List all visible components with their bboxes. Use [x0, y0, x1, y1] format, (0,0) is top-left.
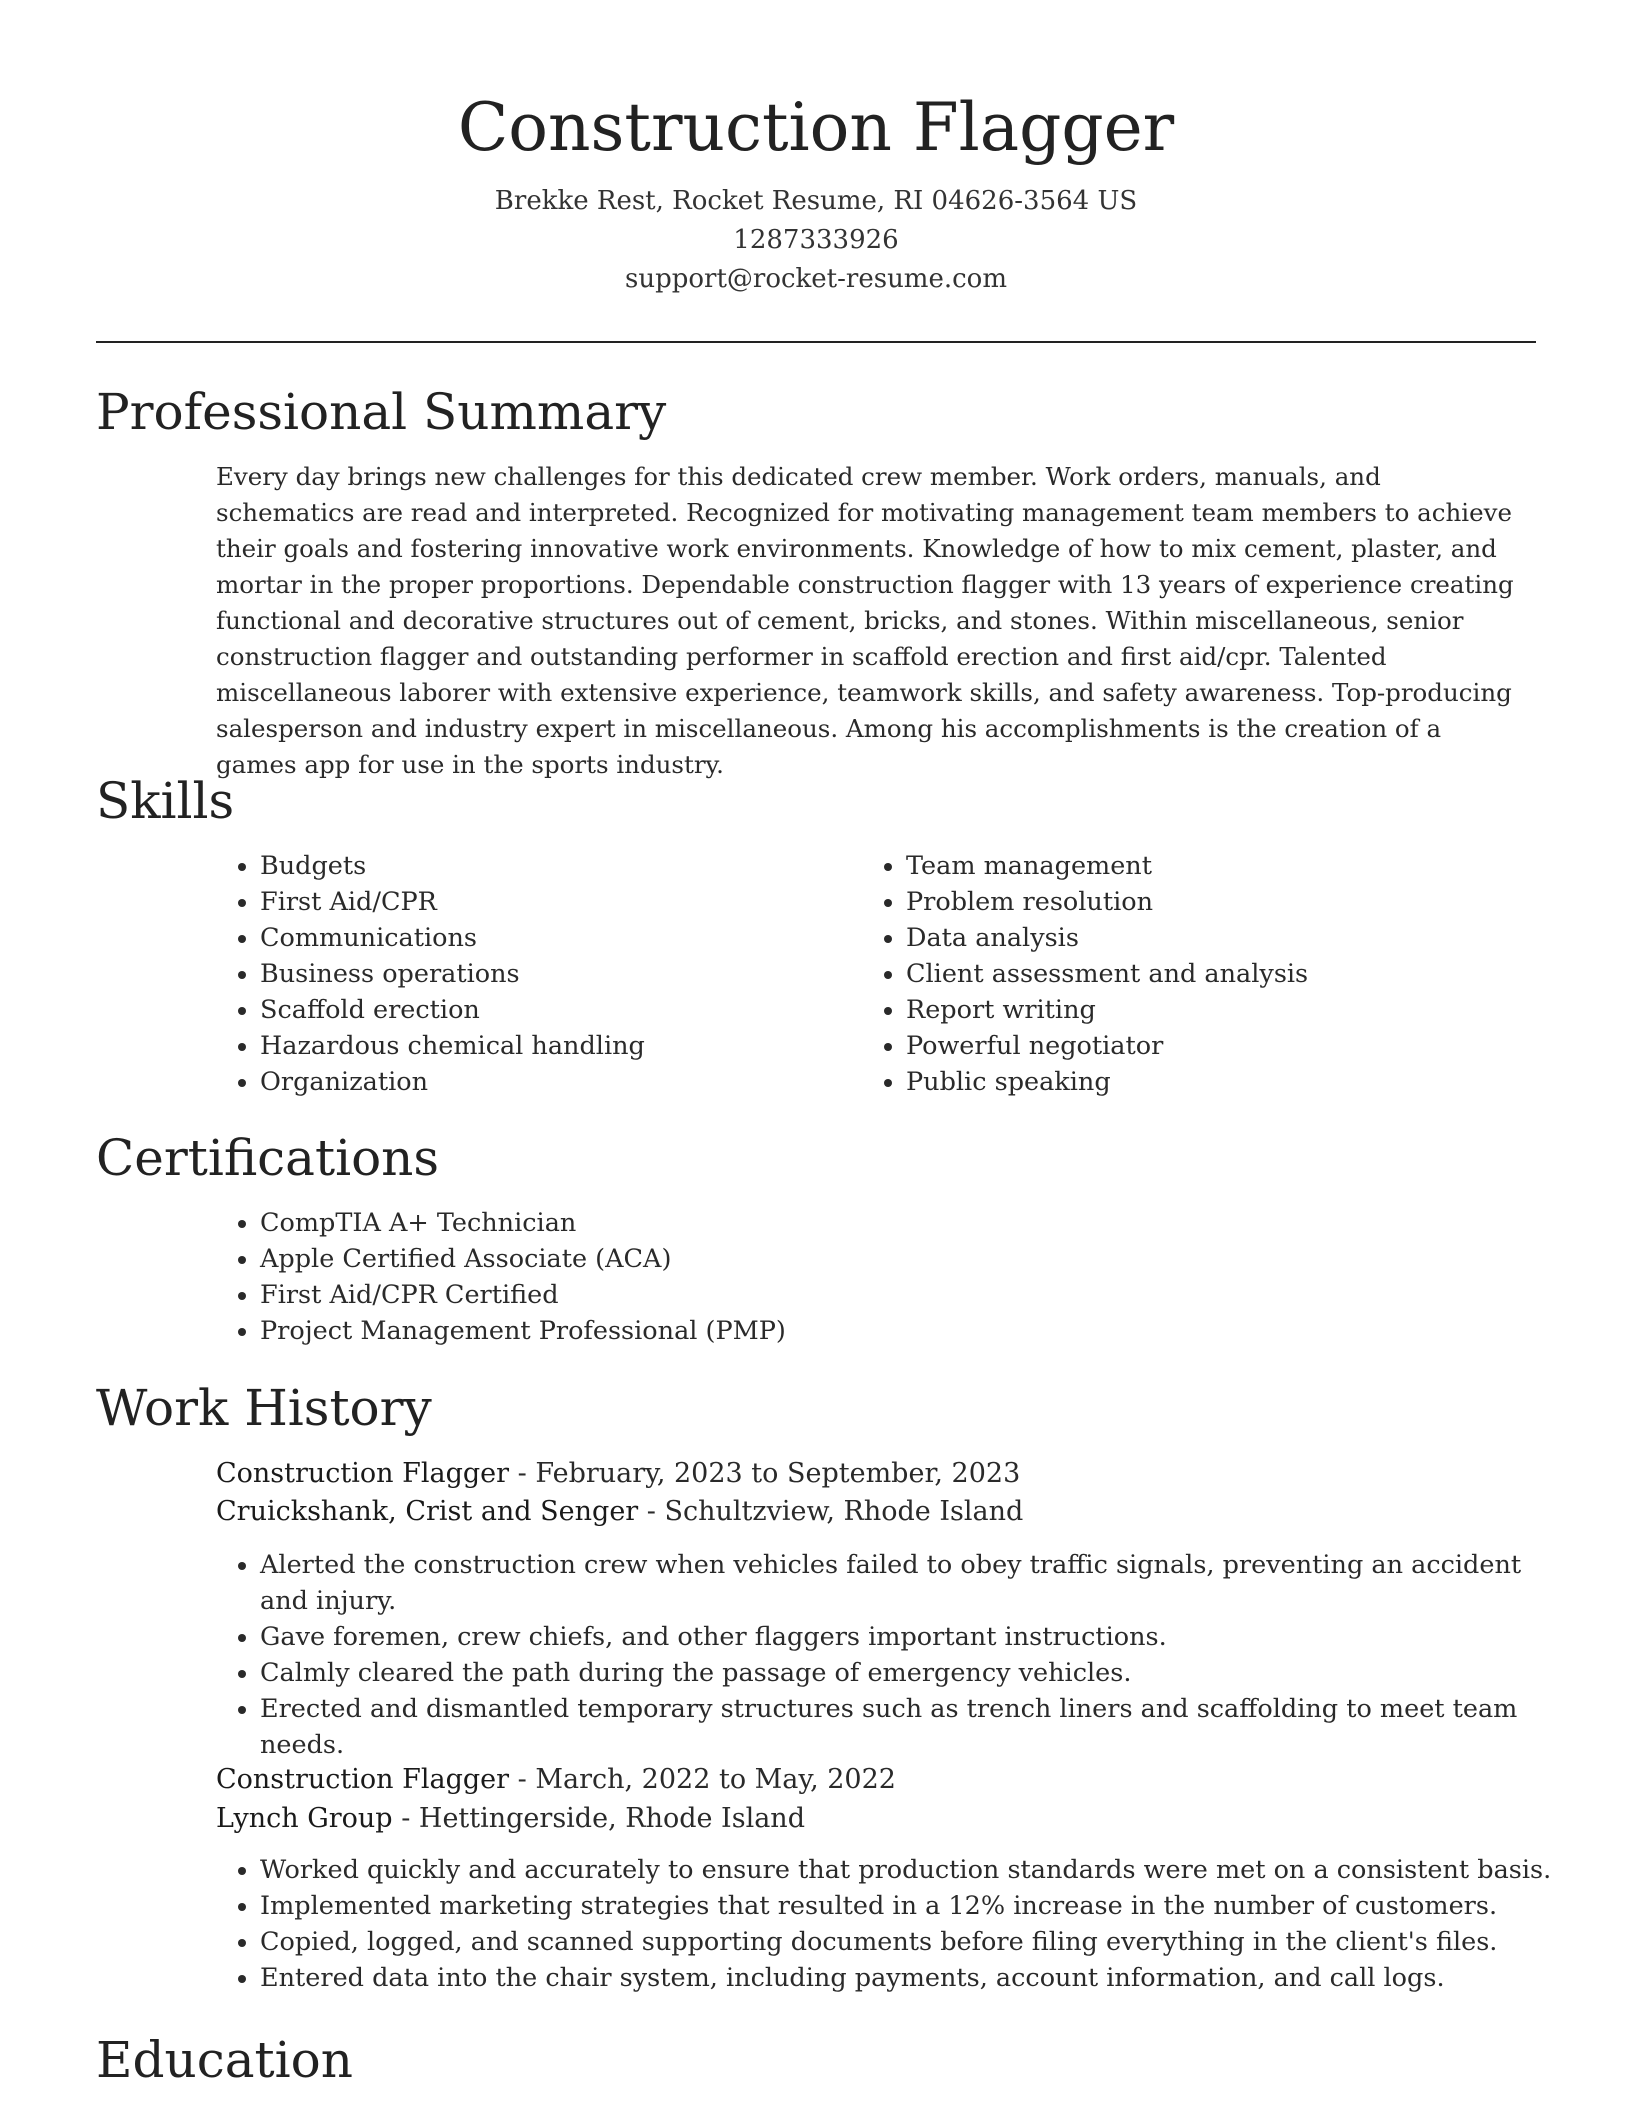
resume-header: [0, 0, 1632, 299]
job-duties-list: [216, 1852, 1560, 1996]
list-item: • Client assessment and analysis: [906, 956, 1546, 992]
list-item: • First Aid/CPR: [260, 884, 820, 920]
list-item: • CompTIA A+ Technician: [260, 1205, 1260, 1241]
list-item: • Project Management Professional (PMP): [260, 1313, 1260, 1349]
list-item: • Alerted the construction crew when vehicles failed to obey traffic signals, preventing an accident and injury.: [260, 1547, 1560, 1619]
work-history-heading: Work History: [96, 1379, 432, 1437]
list-item: • Budgets: [260, 848, 820, 884]
summary-heading: Professional Summary: [96, 383, 667, 441]
candidate-name: Construction Flagger: [457, 89, 1175, 166]
job-company: Lynch Group: [216, 1803, 393, 1834]
list-item: • Calmly cleared the path during the passage of emergency vehicles.: [260, 1655, 1560, 1691]
list-item: • Worked quickly and accurately to ensure that production standards were met on a consistent basis.: [260, 1852, 1560, 1888]
education-heading: Education: [96, 2031, 353, 2089]
list-item: • Business operations: [260, 956, 820, 992]
list-item: • Report writing: [906, 992, 1546, 1028]
address: Brekke Rest, Rocket Resume, RI 04626-3564 US: [494, 186, 1138, 216]
job-location: - Schultzview, Rhode Island: [638, 1496, 1024, 1527]
header-divider: [96, 341, 1536, 343]
certifications-list: [216, 1205, 1260, 1349]
list-item: • Copied, logged, and scanned supporting documents before filing everything in the client's files.: [260, 1924, 1560, 1960]
job-dates: - February, 2023 to September, 2023: [509, 1458, 1021, 1489]
skills-heading: Skills: [96, 772, 235, 830]
job-role: Construction Flagger: [216, 1764, 510, 1795]
list-item: • Entered data into the chair system, including payments, account information, and call logs.: [260, 1960, 1560, 1996]
job-duties-list: [216, 1547, 1560, 1763]
list-item: • Apple Certified Associate (ACA): [260, 1241, 1260, 1277]
job-dates: - March, 2022 to May, 2022: [509, 1764, 896, 1795]
certifications-heading: Certifications: [96, 1129, 440, 1187]
list-item: • Implemented marketing strategies that resulted in a 12% increase in the number of customers.: [260, 1888, 1560, 1924]
email: support@rocket-resume.com: [624, 264, 1007, 294]
job-role: Construction Flagger: [216, 1458, 510, 1489]
phone: 1287333926: [733, 225, 899, 255]
list-item: • Problem resolution: [906, 884, 1546, 920]
skills-list-right: [862, 848, 1546, 1100]
job-company-line: [216, 1800, 805, 1838]
list-item: • Organization: [260, 1064, 820, 1100]
job-title-line: [216, 1761, 896, 1799]
list-item: • First Aid/CPR Certified: [260, 1277, 1260, 1313]
list-item: • Communications: [260, 920, 820, 956]
skills-list-left: [216, 848, 820, 1100]
job-company-line: [216, 1493, 1023, 1531]
contact-info: [0, 182, 1632, 299]
job-title-line: [216, 1455, 1020, 1493]
list-item: • Erected and dismantled temporary structures such as trench liners and scaffolding to meet team needs.: [260, 1691, 1560, 1763]
list-item: • Team management: [906, 848, 1546, 884]
summary-text: Every day brings new challenges for this dedicated crew member. Work orders, manuals, and schematics are read and interpreted. Recognized for motivating management team members to achieve their goals and fostering innovative work environments. Knowledge of how to mix cement, plaster, and mortar in the proper proportions. Dependable construction flagger with 13 years of experience creating functional and decorative structures out of cement, bricks, and stones. Within miscellaneous, senior construction flagger and outstanding performer in scaffold erection and first aid/cpr. Talented miscellaneous laborer with extensive experience, teamwork skills, and safety awareness. Top-producing salesperson and industry expert in miscellaneous. Among his accomplishments is the creation of a games app for use in the sports industry.: [216, 462, 1514, 779]
list-item: • Scaffold erection: [260, 992, 820, 1028]
job-location: - Hettingerside, Rhode Island: [392, 1803, 805, 1834]
list-item: • Hazardous chemical handling: [260, 1028, 820, 1064]
list-item: • Public speaking: [906, 1064, 1546, 1100]
list-item: • Data analysis: [906, 920, 1546, 956]
job-company: Cruickshank, Crist and Senger: [216, 1496, 639, 1527]
list-item: • Gave foremen, crew chiefs, and other flaggers important instructions.: [260, 1619, 1560, 1655]
list-item: • Powerful negotiator: [906, 1028, 1546, 1064]
